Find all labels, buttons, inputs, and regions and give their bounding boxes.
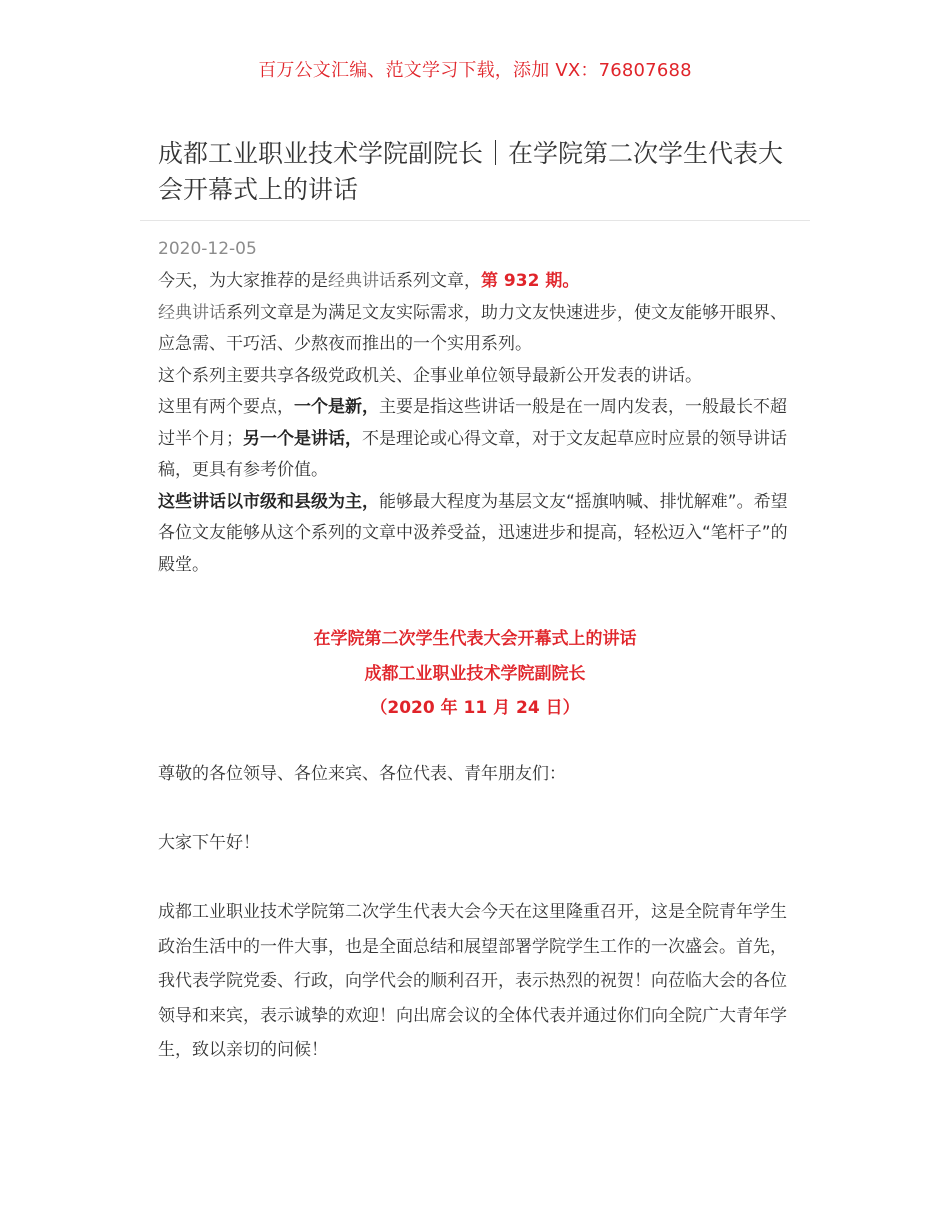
speech-speaker: 成都工业职业技术学院副院长	[364, 663, 586, 684]
intro-text: 这里有两个要点，	[158, 397, 294, 417]
intro-text: 系列文章是为满足文友实际需求，助力文友快速进步，使文友能够开眼界、应急需、干巧活、少熬夜而推出的一个实用系列。	[158, 302, 787, 354]
greeting: 大家下午好！	[158, 833, 260, 853]
intro-paragraph-3: 这个系列主要共享各级党政机关、企事业单位领导最新公开发表的讲话。	[158, 365, 702, 386]
intro-text: 能够最大程度为基层文友“摇旗呐喊、排忧解难”。希望各位文友能够从这个系列的文章中汲养受益，迅速进步和提高，轻松迈入“笔杆子”的殿堂。	[158, 491, 788, 575]
article-title: 成都工业职业技术学院副院长｜在学院第二次学生代表大会开幕式上的讲话	[158, 139, 784, 204]
issue-number: 第 932 期。	[481, 271, 580, 291]
intro-text: 不是理论或心得文章，对于文友起草应时应景的领导讲话稿，更具有参考价值。	[158, 428, 787, 480]
promo-banner: 百万公文汇编、范文学习下载，添加 VX：76807688	[258, 60, 692, 81]
speech-date: （2020 年 11 月 24 日）	[370, 698, 580, 718]
key-point-1: 一个是新，	[294, 397, 379, 417]
intro-text: 系列文章，	[396, 271, 481, 291]
title-divider	[140, 220, 810, 221]
intro-paragraph-2	[158, 298, 798, 361]
intro-section	[158, 266, 798, 581]
series-name: 经典讲话	[158, 302, 226, 323]
series-name: 经典讲话	[328, 271, 396, 291]
speech-paragraph-1: 成都工业职业技术学院第二次学生代表大会今天在这里隆重召开，这是全院青年学生政治生活中的一件大事，也是全面总结和展望部署学院学生工作的一次盛会。首先，我代表学院党委、行政，向学代会的顺利召开，表示热烈的祝贺！向莅临大会的各位领导和来宾，表示诚挚的欢迎！向出席会议的全体代表并通过你们向全院广大青年学生，致以亲切的问候！	[158, 902, 787, 1060]
salutation: 尊敬的各位领导、各位来宾、各位代表、青年朋友们：	[158, 764, 566, 784]
key-point-3: 这些讲话以市级和县级为主，	[158, 491, 379, 512]
key-point-2: 另一个是讲话，	[243, 428, 362, 449]
intro-paragraph-5	[158, 487, 798, 582]
intro-text: 今天，为大家推荐的是	[158, 271, 328, 291]
intro-text: 主要是指这些讲话一般是在一周内发表，一般最长不超过半个月；	[158, 397, 787, 449]
speech-heading: 在学院第二次学生代表大会开幕式上的讲话	[313, 629, 637, 649]
speech-header	[0, 622, 950, 726]
intro-paragraph-1	[158, 266, 798, 298]
publish-date: 2020-12-05	[158, 239, 257, 259]
intro-paragraph-4	[158, 392, 798, 487]
